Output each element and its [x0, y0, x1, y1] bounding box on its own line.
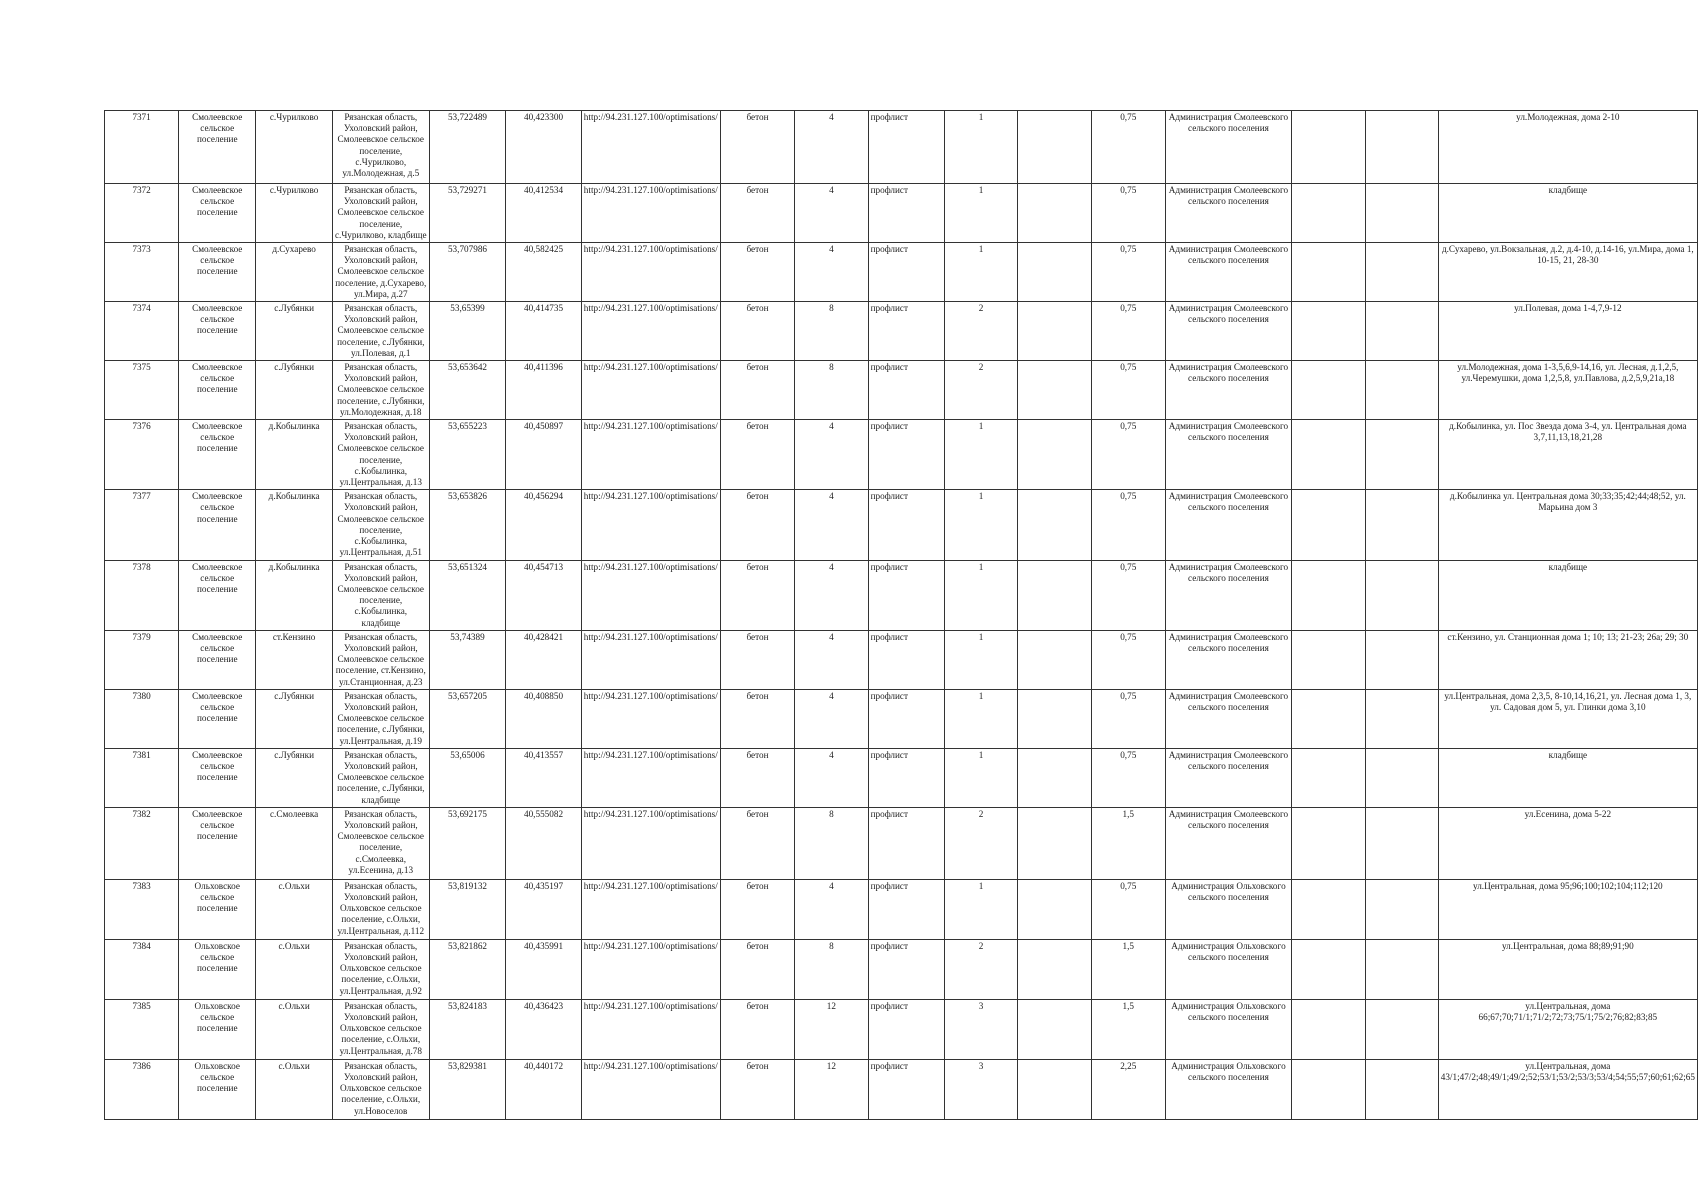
- cell-lat: 53,729271: [429, 184, 506, 243]
- cell-containers: 2: [944, 807, 1017, 879]
- cell-served: ст.Кензино, ул. Станционная дома 1; 10; 13; 21-23; 26а; 29; 30: [1438, 630, 1697, 689]
- cell-address: Рязанская область, Ухоловский район, Смолеевское сельское поселение, с.Чурилково, ул.Молодежная, д.5: [332, 111, 429, 184]
- cell-lat: 53,707986: [429, 243, 506, 302]
- cell-address: Рязанская область, Ухоловский район, Смолеевское сельское поселение, с.Чурилково, кладбище: [332, 184, 429, 243]
- cell-containers: 3: [944, 1059, 1017, 1119]
- cell-surface: бетон: [720, 420, 794, 490]
- cell-served: ул.Есенина, дома 5-22: [1438, 807, 1697, 879]
- cell-owner: Администрация Смолеевского сельского поселения: [1165, 243, 1291, 302]
- cell-settlement: Смолеевское сельское поселение: [179, 111, 256, 184]
- cell-settlement: Смолеевское сельское поселение: [179, 302, 256, 361]
- cell-lat: 53,692175: [429, 807, 506, 879]
- cell-lon: 40,454713: [506, 560, 582, 630]
- cell-served: кладбище: [1438, 748, 1697, 807]
- cell-surface: бетон: [720, 361, 794, 420]
- cell-c15: [1292, 879, 1366, 939]
- cell-num: 7375: [105, 361, 179, 420]
- cell-url: http://94.231.127.100/optimisations/: [581, 560, 720, 630]
- cell-containers: 1: [944, 560, 1017, 630]
- cell-owner: Администрация Ольховского сельского поселения: [1165, 1059, 1291, 1119]
- cell-num: 7373: [105, 243, 179, 302]
- cell-owner: Администрация Смолеевского сельского поселения: [1165, 560, 1291, 630]
- cell-volume: 0,75: [1091, 361, 1165, 420]
- cell-lon: 40,435197: [506, 879, 582, 939]
- cell-surface: бетон: [720, 689, 794, 748]
- cell-served: ул.Центральная, дома 88;89;91;90: [1438, 939, 1697, 999]
- cell-surface: бетон: [720, 999, 794, 1059]
- cell-locality: с.Ольхи: [256, 999, 332, 1059]
- cell-surface: бетон: [720, 560, 794, 630]
- cell-containers: 3: [944, 999, 1017, 1059]
- cell-fence: профлист: [868, 748, 944, 807]
- cell-lon: 40,412534: [506, 184, 582, 243]
- cell-served: ул.Центральная, дома 43/1;47/2;48;49/1;49/2;52;53/1;53/2;53/3;53/4;54;55;57;60;61;62;65: [1438, 1059, 1697, 1119]
- cell-num: 7382: [105, 807, 179, 879]
- cell-served: ул.Центральная, дома 95;96;100;102;104;112;120: [1438, 879, 1697, 939]
- cell-area: 4: [795, 879, 868, 939]
- cell-containers: 1: [944, 748, 1017, 807]
- cell-containers: 1: [944, 879, 1017, 939]
- cell-lon: 40,582425: [506, 243, 582, 302]
- cell-fence: профлист: [868, 807, 944, 879]
- cell-fence: профлист: [868, 490, 944, 560]
- cell-fence: профлист: [868, 1059, 944, 1119]
- cell-served: кладбище: [1438, 184, 1697, 243]
- table-row: [105, 111, 1698, 184]
- cell-lon: 40,423300: [506, 111, 582, 184]
- cell-owner: Администрация Смолеевского сельского поселения: [1165, 184, 1291, 243]
- cell-locality: с.Лубянки: [256, 748, 332, 807]
- cell-settlement: Смолеевское сельское поселение: [179, 361, 256, 420]
- cell-c15: [1292, 302, 1366, 361]
- cell-c12: [1018, 630, 1092, 689]
- cell-address: Рязанская область, Ухоловский район, Ольховское сельское поселение, с.Ольхи, ул.Центральная, д.112: [332, 879, 429, 939]
- cell-address: Рязанская область, Ухоловский район, Смолеевское сельское поселение, с.Лубянки, ул.Молодежная, д.18: [332, 361, 429, 420]
- cell-c15: [1292, 939, 1366, 999]
- cell-c15: [1292, 361, 1366, 420]
- cell-volume: 0,75: [1091, 879, 1165, 939]
- cell-url: http://94.231.127.100/optimisations/: [581, 243, 720, 302]
- cell-settlement: Смолеевское сельское поселение: [179, 184, 256, 243]
- cell-c16: [1365, 490, 1438, 560]
- cell-surface: бетон: [720, 1059, 794, 1119]
- cell-fence: профлист: [868, 999, 944, 1059]
- cell-c16: [1365, 999, 1438, 1059]
- cell-c16: [1365, 939, 1438, 999]
- table-row: [105, 1059, 1698, 1119]
- cell-surface: бетон: [720, 302, 794, 361]
- cell-area: 8: [795, 939, 868, 999]
- cell-surface: бетон: [720, 630, 794, 689]
- cell-num: 7379: [105, 630, 179, 689]
- cell-settlement: Ольховское сельское поселение: [179, 939, 256, 999]
- cell-settlement: Смолеевское сельское поселение: [179, 243, 256, 302]
- cell-c15: [1292, 999, 1366, 1059]
- cell-lon: 40,414735: [506, 302, 582, 361]
- cell-c15: [1292, 807, 1366, 879]
- cell-lon: 40,555082: [506, 807, 582, 879]
- cell-c16: [1365, 184, 1438, 243]
- cell-fence: профлист: [868, 184, 944, 243]
- cell-c12: [1018, 184, 1092, 243]
- cell-containers: 1: [944, 630, 1017, 689]
- cell-served: д.Сухарево, ул.Вокзальная, д.2, д.4-10, д.14-16, ул.Мира, дома 1, 10-15, 21, 28-30: [1438, 243, 1697, 302]
- table-row: [105, 184, 1698, 243]
- cell-c16: [1365, 560, 1438, 630]
- cell-settlement: Смолеевское сельское поселение: [179, 490, 256, 560]
- cell-containers: 1: [944, 420, 1017, 490]
- cell-locality: ст.Кензино: [256, 630, 332, 689]
- cell-lat: 53,824183: [429, 999, 506, 1059]
- cell-volume: 0,75: [1091, 420, 1165, 490]
- cell-area: 4: [795, 630, 868, 689]
- cell-locality: д.Сухарево: [256, 243, 332, 302]
- cell-owner: Администрация Смолеевского сельского поселения: [1165, 748, 1291, 807]
- cell-served: д.Кобылинка, ул. Пос Звезда дома 3-4, ул. Центральная дома 3,7,11,13,18,21,28: [1438, 420, 1697, 490]
- cell-c12: [1018, 807, 1092, 879]
- cell-settlement: Смолеевское сельское поселение: [179, 630, 256, 689]
- cell-address: Рязанская область, Ухоловский район, Смолеевское сельское поселение, с.Лубянки, ул.Центральная, д.19: [332, 689, 429, 748]
- cell-num: 7372: [105, 184, 179, 243]
- cell-c12: [1018, 748, 1092, 807]
- cell-owner: Администрация Ольховского сельского поселения: [1165, 999, 1291, 1059]
- cell-c15: [1292, 630, 1366, 689]
- cell-lon: 40,428421: [506, 630, 582, 689]
- table-row: [105, 748, 1698, 807]
- cell-lon: 40,440172: [506, 1059, 582, 1119]
- cell-address: Рязанская область, Ухоловский район, Смолеевское сельское поселение, с.Лубянки, кладбище: [332, 748, 429, 807]
- cell-lon: 40,408850: [506, 689, 582, 748]
- cell-url: http://94.231.127.100/optimisations/: [581, 184, 720, 243]
- cell-url: http://94.231.127.100/optimisations/: [581, 999, 720, 1059]
- cell-locality: д.Кобылинка: [256, 560, 332, 630]
- cell-address: Рязанская область, Ухоловский район, Ольховское сельское поселение, с.Ольхи, ул.Центральная, д.78: [332, 999, 429, 1059]
- cell-volume: 1,5: [1091, 939, 1165, 999]
- cell-c12: [1018, 879, 1092, 939]
- cell-owner: Администрация Смолеевского сельского поселения: [1165, 111, 1291, 184]
- cell-c12: [1018, 689, 1092, 748]
- cell-c12: [1018, 490, 1092, 560]
- cell-c16: [1365, 361, 1438, 420]
- cell-c15: [1292, 111, 1366, 184]
- cell-locality: д.Кобылинка: [256, 490, 332, 560]
- cell-served: ул.Полевая, дома 1-4,7,9-12: [1438, 302, 1697, 361]
- cell-area: 12: [795, 999, 868, 1059]
- cell-locality: с.Чурилково: [256, 184, 332, 243]
- table-row: [105, 243, 1698, 302]
- cell-lon: 40,436423: [506, 999, 582, 1059]
- cell-c16: [1365, 630, 1438, 689]
- table-row: [105, 689, 1698, 748]
- cell-area: 4: [795, 111, 868, 184]
- cell-containers: 1: [944, 243, 1017, 302]
- cell-address: Рязанская область, Ухоловский район, Ольховское сельское поселение, с.Ольхи, ул.Новоселов: [332, 1059, 429, 1119]
- cell-c12: [1018, 939, 1092, 999]
- cell-volume: 0,75: [1091, 748, 1165, 807]
- cell-address: Рязанская область, Ухоловский район, Смолеевское сельское поселение, с.Кобылинка, кладбище: [332, 560, 429, 630]
- table-row: [105, 490, 1698, 560]
- cell-lon: 40,435991: [506, 939, 582, 999]
- cell-area: 8: [795, 361, 868, 420]
- cell-url: http://94.231.127.100/optimisations/: [581, 630, 720, 689]
- cell-c12: [1018, 302, 1092, 361]
- cell-c15: [1292, 490, 1366, 560]
- cell-surface: бетон: [720, 879, 794, 939]
- cell-containers: 1: [944, 689, 1017, 748]
- cell-fence: профлист: [868, 560, 944, 630]
- cell-c12: [1018, 1059, 1092, 1119]
- cell-surface: бетон: [720, 490, 794, 560]
- cell-fence: профлист: [868, 111, 944, 184]
- cell-lat: 53,655223: [429, 420, 506, 490]
- cell-served: кладбище: [1438, 560, 1697, 630]
- cell-num: 7384: [105, 939, 179, 999]
- cell-surface: бетон: [720, 111, 794, 184]
- cell-area: 12: [795, 1059, 868, 1119]
- cell-settlement: Смолеевское сельское поселение: [179, 689, 256, 748]
- cell-lat: 53,653642: [429, 361, 506, 420]
- cell-served: ул.Молодежная, дома 2-10: [1438, 111, 1697, 184]
- cell-c15: [1292, 420, 1366, 490]
- cell-volume: 0,75: [1091, 184, 1165, 243]
- cell-lat: 53,722489: [429, 111, 506, 184]
- cell-c16: [1365, 807, 1438, 879]
- cell-surface: бетон: [720, 807, 794, 879]
- cell-area: 4: [795, 420, 868, 490]
- cell-c12: [1018, 111, 1092, 184]
- cell-volume: 0,75: [1091, 490, 1165, 560]
- cell-locality: с.Лубянки: [256, 302, 332, 361]
- table-row: [105, 630, 1698, 689]
- cell-owner: Администрация Смолеевского сельского поселения: [1165, 807, 1291, 879]
- cell-fence: профлист: [868, 689, 944, 748]
- cell-fence: профлист: [868, 361, 944, 420]
- cell-c12: [1018, 999, 1092, 1059]
- cell-fence: профлист: [868, 420, 944, 490]
- table-row: [105, 807, 1698, 879]
- cell-lon: 40,411396: [506, 361, 582, 420]
- cell-containers: 1: [944, 184, 1017, 243]
- cell-owner: Администрация Смолеевского сельского поселения: [1165, 630, 1291, 689]
- cell-num: 7377: [105, 490, 179, 560]
- cell-lat: 53,657205: [429, 689, 506, 748]
- cell-owner: Администрация Смолеевского сельского поселения: [1165, 420, 1291, 490]
- cell-fence: профлист: [868, 630, 944, 689]
- cell-settlement: Ольховское сельское поселение: [179, 1059, 256, 1119]
- cell-area: 4: [795, 184, 868, 243]
- cell-c12: [1018, 420, 1092, 490]
- cell-c12: [1018, 361, 1092, 420]
- cell-url: http://94.231.127.100/optimisations/: [581, 879, 720, 939]
- cell-containers: 2: [944, 361, 1017, 420]
- cell-settlement: Смолеевское сельское поселение: [179, 560, 256, 630]
- registry-table: [104, 110, 1698, 1120]
- cell-surface: бетон: [720, 939, 794, 999]
- table-row: [105, 302, 1698, 361]
- cell-owner: Администрация Ольховского сельского поселения: [1165, 879, 1291, 939]
- cell-num: 7374: [105, 302, 179, 361]
- cell-fence: профлист: [868, 939, 944, 999]
- cell-settlement: Смолеевское сельское поселение: [179, 807, 256, 879]
- cell-containers: 1: [944, 111, 1017, 184]
- cell-url: http://94.231.127.100/optimisations/: [581, 939, 720, 999]
- table-row: [105, 361, 1698, 420]
- cell-area: 4: [795, 490, 868, 560]
- cell-locality: с.Ольхи: [256, 939, 332, 999]
- cell-lat: 53,651324: [429, 560, 506, 630]
- cell-served: д.Кобылинка ул. Центральная дома 30;33;35;42;44;48;52, ул. Марьина дом 3: [1438, 490, 1697, 560]
- cell-c16: [1365, 1059, 1438, 1119]
- cell-volume: 0,75: [1091, 111, 1165, 184]
- cell-address: Рязанская область, Ухоловский район, Смолеевское сельское поселение, с.Лубянки, ул.Полевая, д.1: [332, 302, 429, 361]
- cell-volume: 0,75: [1091, 630, 1165, 689]
- cell-address: Рязанская область, Ухоловский район, Смолеевское сельское поселение, с.Кобылинка, ул.Центральная, д.51: [332, 490, 429, 560]
- cell-url: http://94.231.127.100/optimisations/: [581, 111, 720, 184]
- cell-url: http://94.231.127.100/optimisations/: [581, 361, 720, 420]
- cell-num: 7383: [105, 879, 179, 939]
- cell-lat: 53,829381: [429, 1059, 506, 1119]
- cell-c15: [1292, 184, 1366, 243]
- cell-lat: 53,65006: [429, 748, 506, 807]
- cell-num: 7371: [105, 111, 179, 184]
- cell-area: 4: [795, 689, 868, 748]
- cell-address: Рязанская область, Ухоловский район, Смолеевское сельское поселение, ст.Кензино, ул.Станционная, д.23: [332, 630, 429, 689]
- cell-settlement: Смолеевское сельское поселение: [179, 748, 256, 807]
- cell-c16: [1365, 111, 1438, 184]
- cell-containers: 1: [944, 490, 1017, 560]
- cell-area: 4: [795, 243, 868, 302]
- table-row: [105, 879, 1698, 939]
- cell-c15: [1292, 560, 1366, 630]
- cell-num: 7380: [105, 689, 179, 748]
- cell-volume: 0,75: [1091, 689, 1165, 748]
- cell-locality: с.Смолеевка: [256, 807, 332, 879]
- cell-url: http://94.231.127.100/optimisations/: [581, 1059, 720, 1119]
- cell-num: 7386: [105, 1059, 179, 1119]
- cell-surface: бетон: [720, 243, 794, 302]
- table-row: [105, 420, 1698, 490]
- cell-containers: 2: [944, 939, 1017, 999]
- cell-surface: бетон: [720, 748, 794, 807]
- cell-lat: 53,821862: [429, 939, 506, 999]
- cell-address: Рязанская область, Ухоловский район, Смолеевское сельское поселение, д.Сухарево, ул.Мира, д.27: [332, 243, 429, 302]
- cell-lon: 40,456294: [506, 490, 582, 560]
- cell-settlement: Ольховское сельское поселение: [179, 999, 256, 1059]
- cell-served: ул.Центральная, дома 66;67;70;71/1;71/2;72;73;75/1;75/2;76;82;83;85: [1438, 999, 1697, 1059]
- table-row: [105, 939, 1698, 999]
- cell-area: 8: [795, 302, 868, 361]
- cell-lat: 53,819132: [429, 879, 506, 939]
- cell-locality: с.Лубянки: [256, 689, 332, 748]
- cell-num: 7381: [105, 748, 179, 807]
- cell-c15: [1292, 243, 1366, 302]
- cell-lat: 53,74389: [429, 630, 506, 689]
- cell-locality: д.Кобылинка: [256, 420, 332, 490]
- table-row: [105, 560, 1698, 630]
- cell-fence: профлист: [868, 302, 944, 361]
- cell-settlement: Ольховское сельское поселение: [179, 879, 256, 939]
- cell-owner: Администрация Смолеевского сельского поселения: [1165, 490, 1291, 560]
- cell-lat: 53,653826: [429, 490, 506, 560]
- cell-volume: 2,25: [1091, 1059, 1165, 1119]
- cell-url: http://94.231.127.100/optimisations/: [581, 490, 720, 560]
- cell-lon: 40,450897: [506, 420, 582, 490]
- cell-address: Рязанская область, Ухоловский район, Смолеевское сельское поселение, с.Смолеевка, ул.Есенина, д.13: [332, 807, 429, 879]
- cell-volume: 0,75: [1091, 302, 1165, 361]
- cell-address: Рязанская область, Ухоловский район, Ольховское сельское поселение, с.Ольхи, ул.Центральная, д.92: [332, 939, 429, 999]
- cell-url: http://94.231.127.100/optimisations/: [581, 302, 720, 361]
- cell-c15: [1292, 1059, 1366, 1119]
- cell-num: 7376: [105, 420, 179, 490]
- cell-owner: Администрация Ольховского сельского поселения: [1165, 939, 1291, 999]
- table-row: [105, 999, 1698, 1059]
- cell-served: ул.Центральная, дома 2,3,5, 8-10,14,16,21, ул. Лесная дома 1, 3, ул. Садовая дом 5, ул. Глинки дома 3,10: [1438, 689, 1697, 748]
- cell-fence: профлист: [868, 879, 944, 939]
- cell-url: http://94.231.127.100/optimisations/: [581, 420, 720, 490]
- cell-c16: [1365, 748, 1438, 807]
- cell-served: ул.Молодежная, дома 1-3,5,6,9-14,16, ул. Лесная, д.1,2,5, ул.Черемушки, дома 1,2,5,8, ул.Павлова, д.2,5,9,21а,18: [1438, 361, 1697, 420]
- cell-c12: [1018, 560, 1092, 630]
- cell-volume: 0,75: [1091, 560, 1165, 630]
- cell-owner: Администрация Смолеевского сельского поселения: [1165, 361, 1291, 420]
- cell-settlement: Смолеевское сельское поселение: [179, 420, 256, 490]
- cell-c16: [1365, 302, 1438, 361]
- cell-locality: с.Ольхи: [256, 879, 332, 939]
- cell-owner: Администрация Смолеевского сельского поселения: [1165, 302, 1291, 361]
- cell-area: 4: [795, 560, 868, 630]
- cell-url: http://94.231.127.100/optimisations/: [581, 748, 720, 807]
- cell-c16: [1365, 879, 1438, 939]
- cell-c12: [1018, 243, 1092, 302]
- cell-c15: [1292, 689, 1366, 748]
- cell-c16: [1365, 243, 1438, 302]
- cell-c16: [1365, 689, 1438, 748]
- cell-num: 7378: [105, 560, 179, 630]
- cell-lon: 40,413557: [506, 748, 582, 807]
- cell-area: 8: [795, 807, 868, 879]
- cell-c15: [1292, 748, 1366, 807]
- cell-url: http://94.231.127.100/optimisations/: [581, 689, 720, 748]
- cell-locality: с.Чурилково: [256, 111, 332, 184]
- cell-address: Рязанская область, Ухоловский район, Смолеевское сельское поселение, с.Кобылинка, ул.Центральная, д.13: [332, 420, 429, 490]
- cell-locality: с.Лубянки: [256, 361, 332, 420]
- cell-area: 4: [795, 748, 868, 807]
- cell-c16: [1365, 420, 1438, 490]
- cell-fence: профлист: [868, 243, 944, 302]
- cell-volume: 1,5: [1091, 999, 1165, 1059]
- cell-url: http://94.231.127.100/optimisations/: [581, 807, 720, 879]
- cell-volume: 1,5: [1091, 807, 1165, 879]
- cell-volume: 0,75: [1091, 243, 1165, 302]
- cell-locality: с.Ольхи: [256, 1059, 332, 1119]
- cell-lat: 53,65399: [429, 302, 506, 361]
- cell-num: 7385: [105, 999, 179, 1059]
- cell-surface: бетон: [720, 184, 794, 243]
- cell-containers: 2: [944, 302, 1017, 361]
- cell-owner: Администрация Смолеевского сельского поселения: [1165, 689, 1291, 748]
